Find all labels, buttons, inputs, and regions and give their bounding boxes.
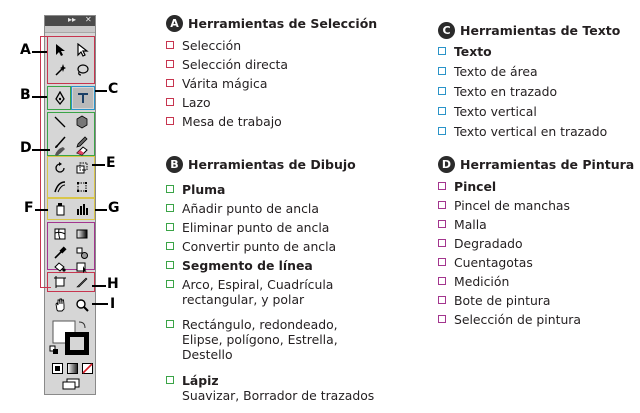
list-item: Pincel bbox=[438, 179, 634, 194]
list-item: Selección de pintura bbox=[438, 312, 634, 327]
screen-mode-button[interactable] bbox=[60, 377, 82, 391]
list-item: Lazo bbox=[166, 95, 377, 110]
list-item: Selección bbox=[166, 38, 377, 53]
symbol-sprayer-tool-icon bbox=[53, 202, 67, 216]
tools-panel-titlebar bbox=[45, 16, 95, 26]
blob-brush-tool-icon bbox=[53, 145, 67, 157]
section-b-title: Herramientas de Dibujo bbox=[188, 156, 356, 172]
magic-wand-tool[interactable] bbox=[50, 60, 70, 80]
color-mode-icon bbox=[52, 363, 63, 374]
list-item: Texto vertical en trazado bbox=[438, 124, 620, 139]
list-item: Degradado bbox=[438, 236, 634, 251]
artboard-tool[interactable] bbox=[50, 273, 70, 291]
direct-selection-tool-icon bbox=[75, 43, 89, 57]
lasso-tool-icon bbox=[75, 63, 89, 77]
callout-f: F bbox=[24, 200, 34, 216]
eraser-tool[interactable] bbox=[72, 144, 92, 158]
artboard-tool-icon bbox=[53, 275, 67, 289]
none-mode-icon bbox=[82, 363, 93, 374]
type-tool[interactable] bbox=[73, 88, 93, 108]
callout-b-line bbox=[32, 96, 47, 98]
callout-g: G bbox=[108, 200, 120, 216]
list-item: Segmento de línea bbox=[166, 258, 374, 273]
section-c-header bbox=[438, 19, 620, 41]
column-graph-tool-icon bbox=[75, 202, 89, 216]
section-d-header bbox=[438, 153, 634, 175]
column-graph-tool[interactable] bbox=[72, 199, 92, 219]
zoom-tool[interactable] bbox=[72, 295, 92, 315]
scale-tool-icon bbox=[75, 161, 89, 175]
list-item: Lápiz Suavizar, Borrador de trazados bbox=[166, 373, 374, 403]
rotate-tool[interactable] bbox=[50, 158, 70, 178]
section-drawing-tools bbox=[166, 153, 374, 403]
collapse-panel-icon[interactable]: ▸▸ bbox=[68, 15, 77, 24]
list-item: Pluma bbox=[166, 182, 374, 197]
list-item: Añadir punto de ancla bbox=[166, 201, 374, 216]
section-b-header bbox=[166, 153, 374, 175]
list-item: Convertir punto de ancla bbox=[166, 239, 374, 254]
callout-d-line bbox=[32, 149, 50, 151]
width-tool-icon bbox=[53, 180, 67, 194]
hand-tool[interactable] bbox=[50, 295, 70, 315]
section-c-list bbox=[438, 44, 620, 139]
section-a-title: Herramientas de Selección bbox=[188, 15, 378, 31]
callout-a: A bbox=[20, 42, 31, 58]
list-item: Texto en trazado bbox=[438, 84, 620, 99]
section-a-list bbox=[166, 38, 377, 129]
callout-a-line bbox=[32, 51, 47, 53]
selection-tool[interactable] bbox=[50, 40, 70, 60]
zoom-tool-icon bbox=[75, 298, 89, 312]
list-item: Eliminar punto de ancla bbox=[166, 220, 374, 235]
color-mode-button[interactable] bbox=[50, 362, 64, 374]
live-paint-selection-tool[interactable] bbox=[72, 260, 92, 274]
callout-i: I bbox=[110, 296, 116, 312]
direct-selection-tool[interactable] bbox=[72, 40, 92, 60]
mesh-tool-icon bbox=[53, 227, 67, 241]
section-b-badge: B bbox=[166, 156, 183, 173]
list-item: Selección directa bbox=[166, 57, 377, 72]
section-type-tools bbox=[438, 19, 620, 139]
rotate-tool-icon bbox=[53, 161, 67, 175]
callout-c: C bbox=[108, 81, 119, 97]
pen-tool-icon bbox=[53, 91, 67, 105]
callout-e: E bbox=[106, 155, 116, 171]
section-d-title: Herramientas de Pintura bbox=[460, 156, 635, 172]
magic-wand-tool-icon bbox=[53, 63, 67, 77]
live-paint-bucket-tool-icon bbox=[53, 261, 67, 273]
list-item: Medición bbox=[438, 274, 634, 289]
list-item: Malla bbox=[438, 217, 634, 232]
screen-mode-icon bbox=[61, 378, 81, 390]
default-fill-stroke-icon bbox=[49, 345, 59, 355]
callout-h-line bbox=[92, 285, 106, 287]
default-fill-stroke[interactable] bbox=[48, 344, 60, 356]
gradient-mode-icon bbox=[67, 363, 78, 374]
section-painting-tools bbox=[438, 153, 634, 327]
blend-tool-icon bbox=[75, 246, 89, 260]
line-segment-tool-icon bbox=[53, 115, 67, 129]
section-a-header bbox=[166, 12, 377, 34]
symbol-sprayer-tool[interactable] bbox=[50, 199, 70, 219]
list-item: Bote de pintura bbox=[438, 293, 634, 308]
gradient-tool[interactable] bbox=[72, 224, 92, 244]
list-item: Cuentagotas bbox=[438, 255, 634, 270]
close-panel-icon[interactable]: ✕ bbox=[85, 15, 92, 24]
list-item: Texto bbox=[438, 44, 620, 59]
callout-c-line bbox=[95, 90, 107, 92]
eraser-tool-icon bbox=[75, 145, 89, 157]
callout-i-line bbox=[92, 303, 108, 305]
free-transform-tool-icon bbox=[75, 180, 89, 194]
list-item: Texto de área bbox=[438, 64, 620, 79]
section-a-badge: A bbox=[166, 15, 183, 32]
section-c-badge: C bbox=[438, 22, 455, 39]
slice-tool[interactable] bbox=[72, 273, 92, 291]
none-mode-button[interactable] bbox=[80, 362, 94, 374]
type-tool-icon bbox=[76, 91, 90, 105]
list-item: Arco, Espiral, Cuadrícula rectangular, y polar bbox=[166, 277, 374, 307]
rectangle-tool[interactable] bbox=[72, 112, 92, 132]
width-tool[interactable] bbox=[50, 177, 70, 197]
lasso-tool[interactable] bbox=[72, 60, 92, 80]
list-item: Mesa de trabajo bbox=[166, 114, 377, 129]
section-d-badge: D bbox=[438, 156, 455, 173]
scale-tool[interactable] bbox=[72, 158, 92, 178]
eyedropper-tool-icon bbox=[53, 246, 67, 260]
live-paint-selection-tool-icon bbox=[75, 261, 89, 273]
callout-f-line bbox=[35, 209, 48, 211]
free-transform-tool[interactable] bbox=[72, 177, 92, 197]
hand-tool-icon bbox=[53, 298, 67, 312]
callout-e-line bbox=[92, 164, 105, 166]
list-item: Várita mágica bbox=[166, 76, 377, 91]
live-paint-bucket-tool[interactable] bbox=[50, 260, 70, 274]
gradient-tool-icon bbox=[75, 227, 89, 241]
callout-g-line bbox=[95, 209, 107, 211]
list-item: Texto vertical bbox=[438, 104, 620, 119]
blob-brush-tool[interactable] bbox=[50, 144, 70, 158]
list-item: Pincel de manchas bbox=[438, 198, 634, 213]
section-c-title: Herramientas de Texto bbox=[460, 22, 621, 38]
pen-tool[interactable] bbox=[50, 88, 70, 108]
slice-tool-icon bbox=[75, 275, 89, 289]
list-item: Rectángulo, redondeado, Elipse, polígono, Estrella, Destello bbox=[166, 317, 374, 362]
section-d-list bbox=[438, 179, 634, 327]
section-selection-tools bbox=[166, 12, 377, 129]
section-b-list bbox=[166, 182, 374, 403]
selection-tool-icon bbox=[53, 43, 67, 57]
callout-b: B bbox=[20, 87, 31, 103]
tools-panel-grip[interactable] bbox=[45, 26, 95, 33]
line-segment-tool[interactable] bbox=[50, 112, 70, 132]
rectangle-tool-icon bbox=[75, 115, 89, 129]
callout-d: D bbox=[20, 140, 32, 156]
gradient-mode-button[interactable] bbox=[65, 362, 79, 374]
mesh-tool[interactable] bbox=[50, 224, 70, 244]
callout-h: H bbox=[107, 276, 119, 292]
